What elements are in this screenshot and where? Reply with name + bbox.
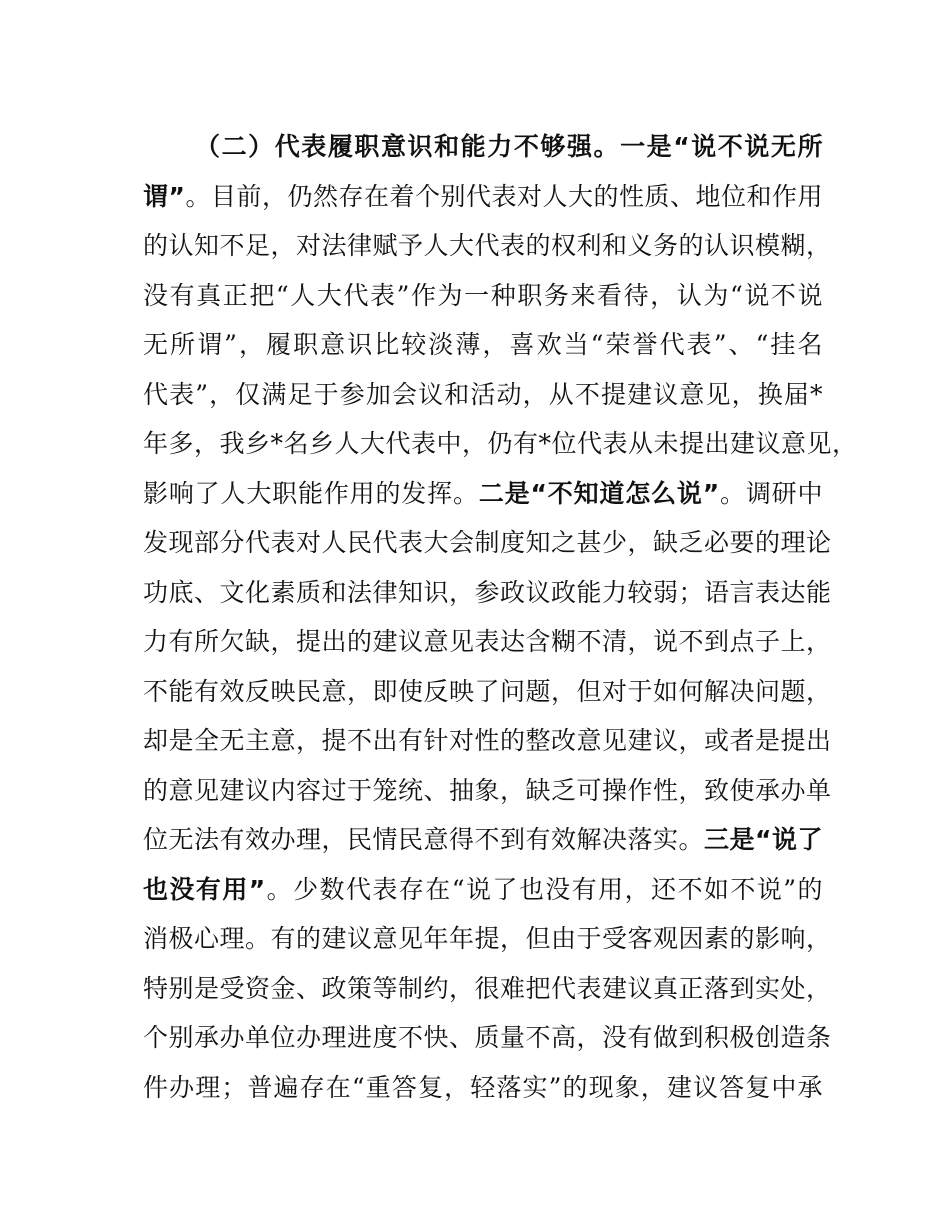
text-line-9 xyxy=(143,518,832,568)
text-line-12 xyxy=(143,667,832,717)
text-line-10 xyxy=(143,568,832,618)
bold-text: 也没有用” xyxy=(143,874,266,904)
line-text: 个别承办单位办理进度不快、质量不高，没有做到积极创造条 xyxy=(143,1023,832,1052)
line-text: 却是全无主意，提不出有针对性的整改意见建议，或者是提出 xyxy=(143,726,832,755)
text-line-11 xyxy=(143,617,832,667)
line-text: 功底、文化素质和法律知识，参政议政能力较弱；语言表达能 xyxy=(143,577,832,607)
text-line-8 xyxy=(143,469,823,519)
line-text: 代表”，仅满足于参加会议和活动，从不提建议意见，换届* xyxy=(143,379,823,409)
text-line-3 xyxy=(143,221,832,271)
text-line-6 xyxy=(143,370,823,420)
text-line-16 xyxy=(143,865,823,915)
text-line-4 xyxy=(143,271,823,321)
line-text: 消极心理。有的建议意见年年提，但由于受客观因素的影响， xyxy=(143,924,832,953)
line-text: 。目前，仍然存在着个别代表对人大的性质、地位和作用 xyxy=(185,181,823,211)
text-line-15 xyxy=(143,815,823,865)
line-text: 。少数代表存在“说了也没有用，还不如不说”的 xyxy=(265,874,823,904)
text-line-18 xyxy=(143,964,832,1014)
line-text: 件办理；普遍存在“重答复，轻落实”的现象，建议答复中承 xyxy=(143,1072,823,1102)
bold-heading: （二）代表履职意识和能力不够强。一是“说不说无所 xyxy=(195,132,823,161)
text-line-1 xyxy=(143,122,823,172)
line-text: 不能有效反映民意，即使反映了问题，但对于如何解决问题， xyxy=(143,676,832,706)
line-text: 力有所欠缺，提出的建议意见表达含糊不清，说不到点子上， xyxy=(143,627,832,656)
line-text: 影响了人大职能作用的发挥。 xyxy=(143,478,479,508)
text-line-7 xyxy=(143,419,858,469)
line-text: 特别是受资金、政策等制约，很难把代表建议真正落到实处， xyxy=(143,973,832,1003)
line-text: 的认知不足，对法律赋予人大代表的权利和义务的认识模糊， xyxy=(143,231,832,260)
line-text: 年多，我乡*名乡人大代表中，仍有*位代表从未提出建议意见， xyxy=(143,429,858,458)
body-paragraph xyxy=(143,122,858,1112)
bold-text: 谓” xyxy=(143,181,186,211)
text-line-13 xyxy=(143,716,832,766)
bold-text: 三是“说了 xyxy=(704,825,823,854)
line-text: 位无法有效办理，民情民意得不到有效解决落实。 xyxy=(143,825,705,854)
text-line-2 xyxy=(143,172,823,222)
text-line-5 xyxy=(143,320,823,370)
line-text: 。调研中 xyxy=(719,478,823,508)
line-text: 发现部分代表对人民代表大会制度知之甚少，缺乏必要的理论 xyxy=(143,528,832,557)
line-text: 的意见建议内容过于笼统、抽象，缺乏可操作性，致使承办单 xyxy=(143,775,832,805)
line-text: 没有真正把“人大代表”作为一种职务来看待，认为“说不说 xyxy=(143,280,823,310)
text-line-14 xyxy=(143,766,832,816)
text-line-17 xyxy=(143,914,832,964)
bold-text: 二是“不知道怎么说” xyxy=(478,478,720,508)
text-line-19 xyxy=(143,1013,832,1063)
line-text: 无所谓”，履职意识比较淡薄，喜欢当“荣誉代表”、“挂名 xyxy=(143,330,823,359)
text-line-20 xyxy=(143,1063,823,1113)
